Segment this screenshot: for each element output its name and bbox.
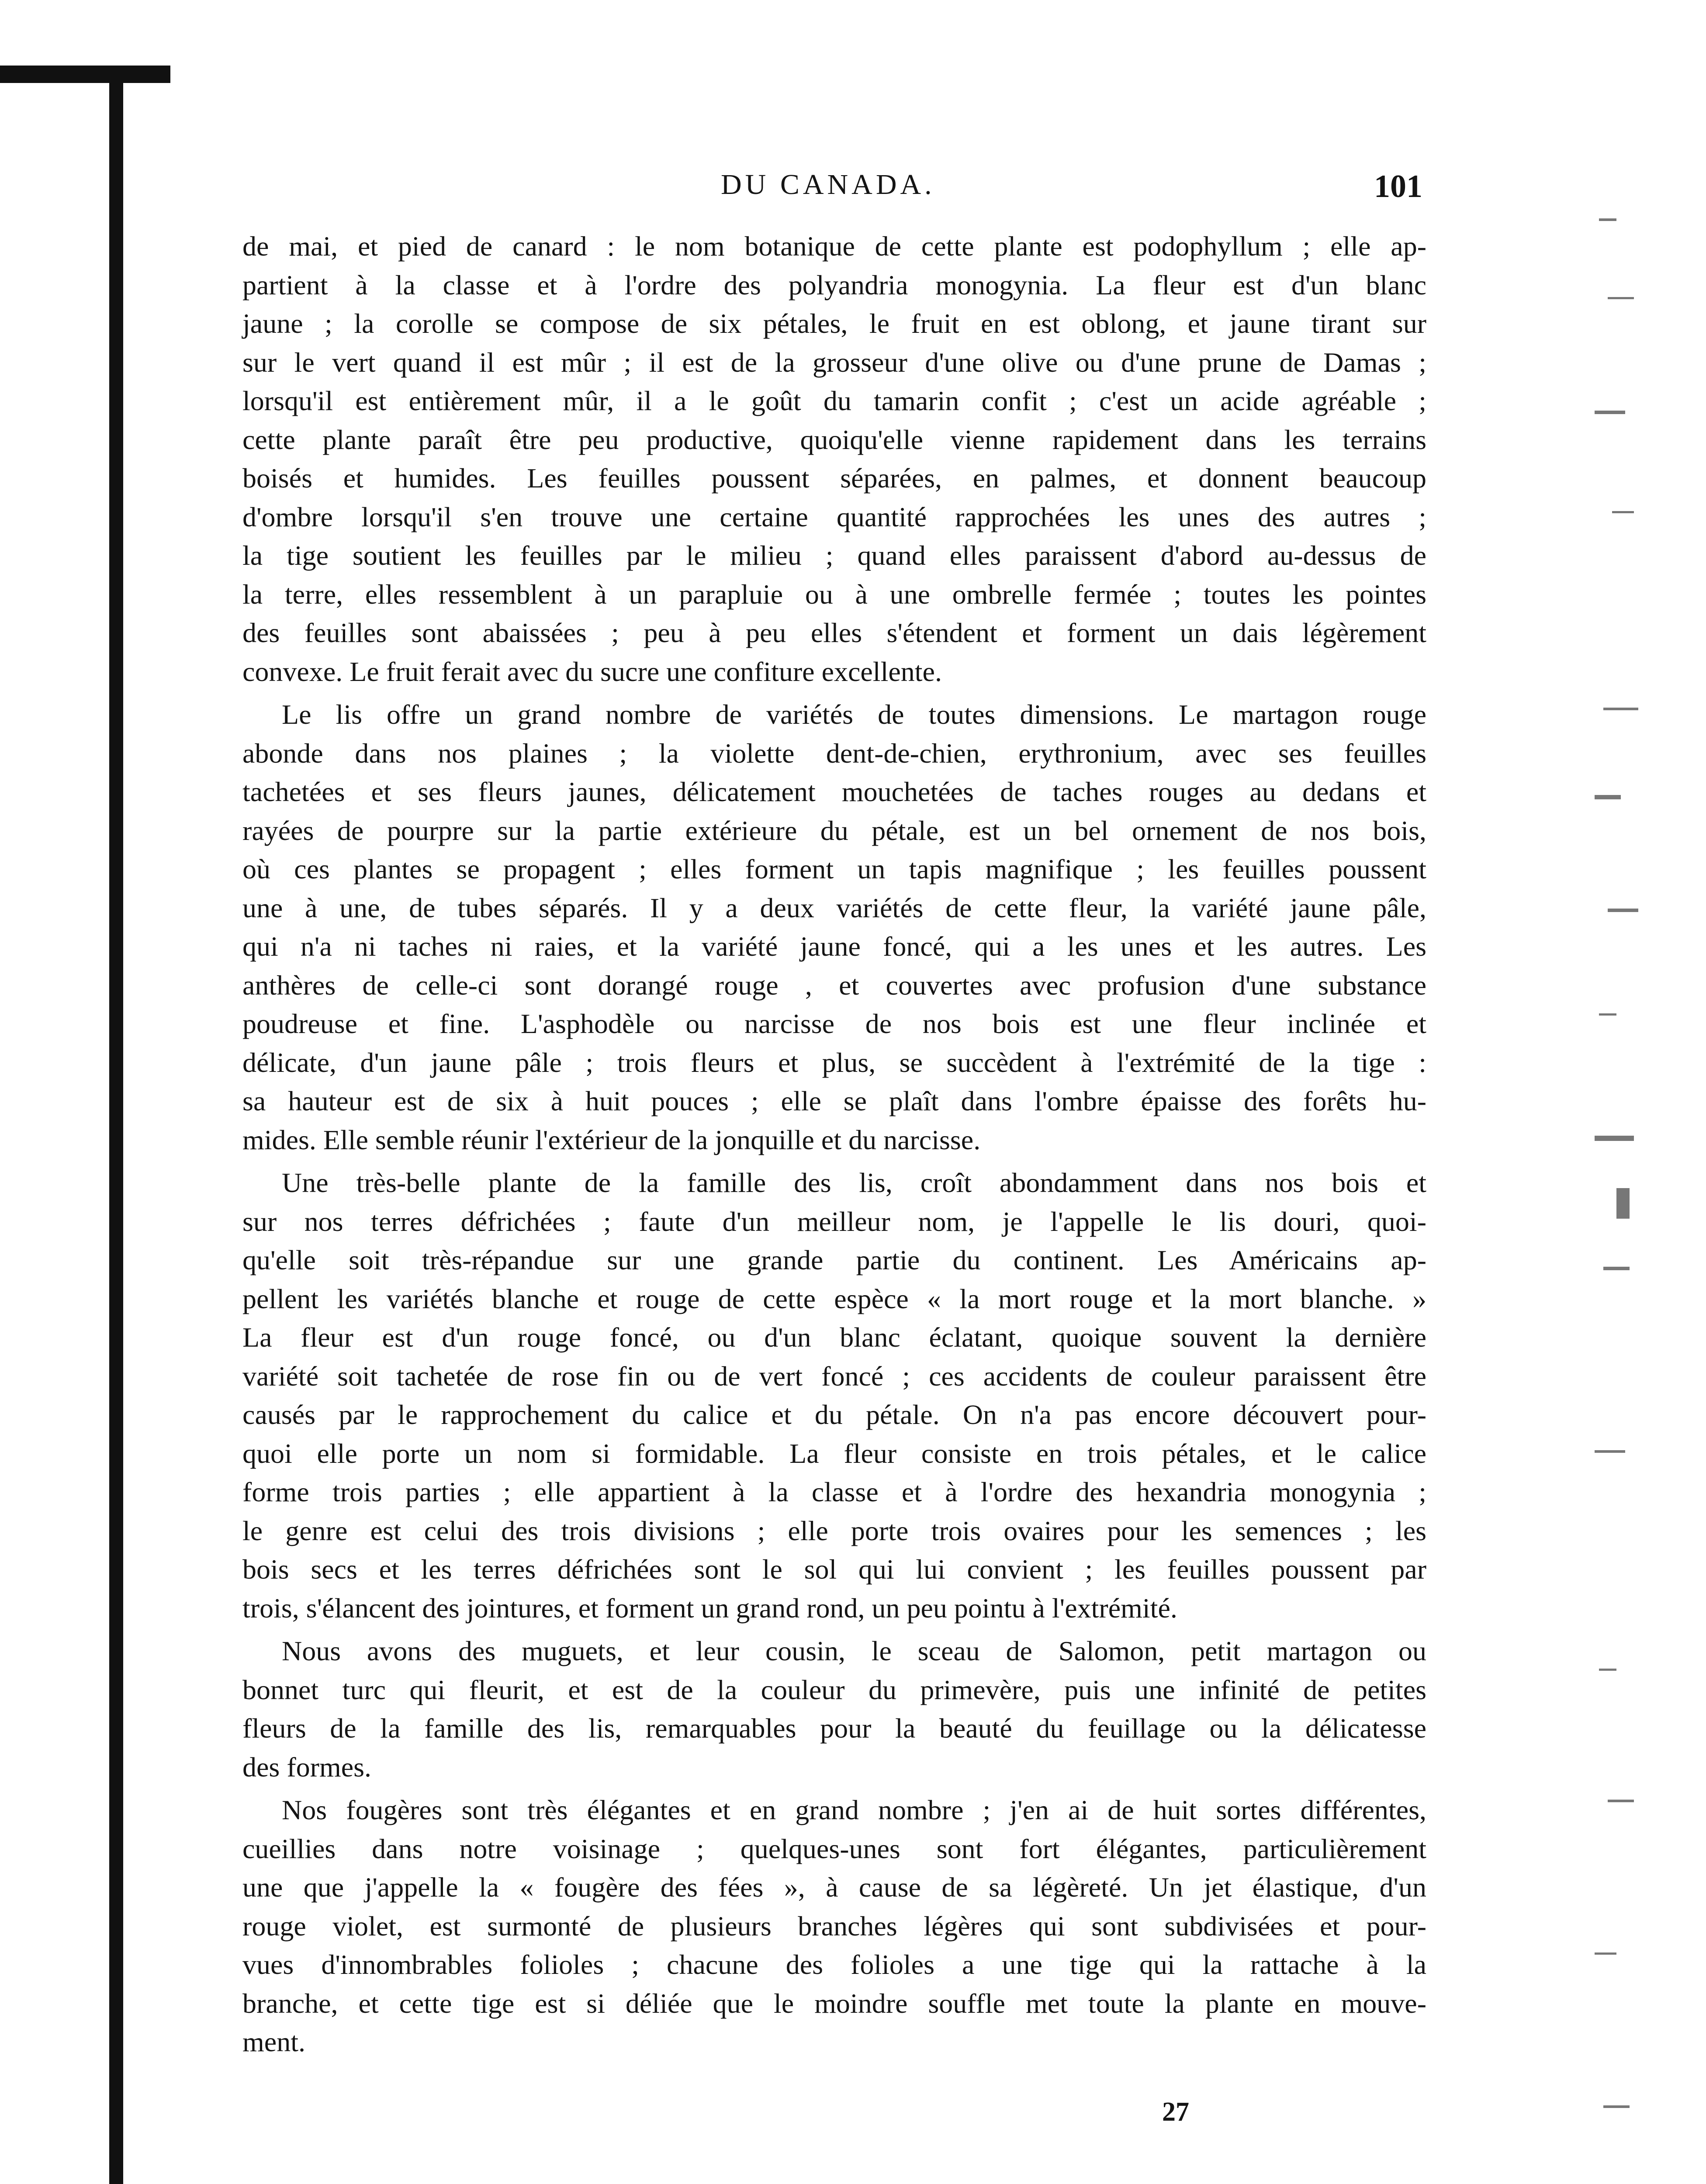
text-line: des formes. (242, 1751, 372, 1783)
speckle (1599, 1669, 1616, 1671)
text-line: sur nos terres défrichées ; faute d'un meilleur nom, je l'appelle le lis douri, quoi- (242, 1206, 1426, 1237)
speckle (1595, 1450, 1625, 1453)
text-line: rouge violet, est surmonté de plusieurs branches légères qui sont subdivisées et pour- (242, 1910, 1426, 1942)
text-line: le genre est celui des trois divisions ; elle porte trois ovaires pour les semences ; les (242, 1515, 1426, 1546)
speckle (1595, 411, 1625, 414)
text-line: trois, s'élancent des jointures, et forment un grand rond, un peu pointu à l'extrémité. (242, 1592, 1177, 1624)
text-line: bonnet turc qui fleurit, et est de la couleur du primevère, puis une infinité de petites (242, 1674, 1426, 1705)
speckle (1603, 1267, 1630, 1270)
text-line: forme trois parties ; elle appartient à la classe et à l'ordre des hexandria monogynia ; (242, 1476, 1426, 1507)
text-line: jaune ; la corolle se compose de six pétales, le fruit en est oblong, et jaune tirant sur (242, 308, 1426, 339)
speckle (1608, 909, 1638, 912)
text-line: branche, et cette tige est si déliée que le moindre souffle met toute la plante en mouve- (242, 1987, 1426, 2019)
text-line: partient à la classe et à l'ordre des polyandria monogynia. La fleur est d'un blanc (242, 269, 1426, 301)
speckle (1603, 708, 1638, 710)
text-line: de mai, et pied de canard : le nom botanique de cette plante est podophyllum ; elle ap- (242, 231, 1426, 262)
speckle (1608, 1800, 1634, 1802)
text-line: cette plante paraît être peu productive, quoiqu'elle vienne rapidement dans les terrains (242, 424, 1426, 455)
text-line: mides. Elle semble réunir l'extérieur de la jonquille et du narcisse. (242, 1124, 981, 1155)
speckle (1595, 1952, 1616, 1955)
text-line: bois secs et les terres défrichées sont le sol qui lui convient ; les feuilles poussent par (242, 1554, 1426, 1585)
text-line: quoi elle porte un nom si formidable. La fleur consiste en trois pétales, et le calice (242, 1438, 1426, 1469)
text-line: cueillies dans notre voisinage ; quelques-unes sont fort élégantes, particulièrement (242, 1833, 1426, 1864)
paragraph (242, 1791, 1426, 2062)
text-line: Nous avons des muguets, et leur cousin, le sceau de Salomon, petit martagon ou (282, 1635, 1426, 1666)
text-line: des feuilles sont abaissées ; peu à peu elles s'étendent et forment un dais légèrement (242, 617, 1426, 648)
text-line: sa hauteur est de six à huit pouces ; elle se plaît dans l'ombre épaisse des forêts hu- (242, 1085, 1426, 1116)
text-line: fleurs de la famille des lis, remarquables pour la beauté du feuillage ou la délicatesse (242, 1713, 1426, 1744)
text-line: où ces plantes se propagent ; elles forment un tapis magnifique ; les feuilles poussent (242, 854, 1426, 885)
body-text (242, 227, 1426, 2062)
paragraph-gap (242, 691, 1426, 695)
text-line: la tige soutient les feuilles par le milieu ; quand elles paraissent d'abord au-dessus de (242, 540, 1426, 571)
speckle (1608, 297, 1634, 299)
binding-shadow-top (0, 66, 170, 83)
text-line: boisés et humides. Les feuilles poussent séparées, en palmes, et donnent beaucoup (242, 463, 1426, 494)
text-line: délicate, d'un jaune pâle ; trois fleurs et plus, se succèdent à l'extrémité de la tige : (242, 1047, 1426, 1078)
text-line: lorsqu'il est entièrement mûr, il a le goût du tamarin confit ; c'est un acide agréable ; (242, 385, 1426, 416)
text-line: vues d'innombrables folioles ; chacune des folioles a une tige qui la rattache à la (242, 1949, 1426, 1980)
text-line: ment. (242, 2026, 305, 2057)
paragraph (242, 1164, 1426, 1628)
signature-mark: 27 (1162, 2097, 1189, 2127)
text-line: une que j'appelle la « fougère des fées », à cause de sa légèreté. Un jet élastique, d'un (242, 1872, 1426, 1903)
text-line: pellent les variétés blanche et rouge de cette espèce « la mort rouge et la mort blanche. » (242, 1283, 1426, 1314)
text-line: anthères de celle-ci sont dorangé rouge , et couvertes avec profusion d'une substance (242, 969, 1426, 1001)
text-line: qui n'a ni taches ni raies, et la variété jaune foncé, qui a les unes et les autres. Les (242, 931, 1426, 962)
speckle (1603, 2105, 1630, 2108)
text-line: tachetées et ses fleurs jaunes, délicatement mouchetées de taches rouges au dedans et (242, 776, 1426, 807)
speckle (1599, 1013, 1616, 1016)
text-line: sur le vert quand il est mûr ; il est de la grosseur d'une olive ou d'une prune de Damas ; (242, 346, 1426, 378)
text-line: variété soit tachetée de rose fin ou de vert foncé ; ces accidents de couleur paraissent être (242, 1360, 1426, 1392)
speckle (1616, 1188, 1630, 1219)
text-line: abonde dans nos plaines ; la violette dent-de-chien, erythronium, avec ses feuilles (242, 737, 1426, 769)
running-title: DU CANADA. (721, 169, 935, 200)
text-line: Une très-belle plante de la famille des lis, croît abondamment dans nos bois et (282, 1167, 1426, 1198)
text-line: convexe. Le fruit ferait avec du sucre une confiture excellente. (242, 656, 942, 687)
text-line: qu'elle soit très-répandue sur une grande partie du continent. Les Américains ap- (242, 1244, 1426, 1275)
bleed-through-marks (1595, 52, 1647, 2184)
paragraph (242, 1632, 1426, 1787)
speckle (1595, 1136, 1634, 1141)
speckle (1595, 795, 1621, 799)
text-line: Le lis offre un grand nombre de variétés de toutes dimensions. Le martagon rouge (282, 699, 1426, 730)
paragraph-gap (242, 1787, 1426, 1791)
binding-shadow (109, 66, 123, 2184)
page-number: 101 (1374, 169, 1422, 204)
text-line: rayées de pourpre sur la partie extérieure du pétale, est un bel ornement de nos bois, (242, 815, 1426, 846)
paragraph-gap (242, 1628, 1426, 1632)
paragraph (242, 227, 1426, 691)
paragraph (242, 695, 1426, 1159)
speckle (1612, 511, 1634, 513)
text-line: d'ombre lorsqu'il s'en trouve une certaine quantité rapprochées les unes des autres ; (242, 501, 1426, 532)
text-line: La fleur est d'un rouge foncé, ou d'un blanc éclatant, quoique souvent la dernière (242, 1322, 1426, 1353)
text-line: la terre, elles ressemblent à un parapluie ou à une ombrelle fermée ; toutes les pointes (242, 578, 1426, 610)
text-line: poudreuse et fine. L'asphodèle ou narcisse de nos bois est une fleur inclinée et (242, 1008, 1426, 1039)
speckle (1599, 218, 1616, 221)
text-line: une à une, de tubes séparés. Il y a deux variétés de cette fleur, la variété jaune pâle, (242, 892, 1426, 923)
text-line: Nos fougères sont très élégantes et en grand nombre ; j'en ai de huit sortes différentes, (282, 1794, 1426, 1825)
paragraph-gap (242, 1159, 1426, 1164)
text-line: causés par le rapprochement du calice et du pétale. On n'a pas encore découvert pour- (242, 1399, 1426, 1430)
